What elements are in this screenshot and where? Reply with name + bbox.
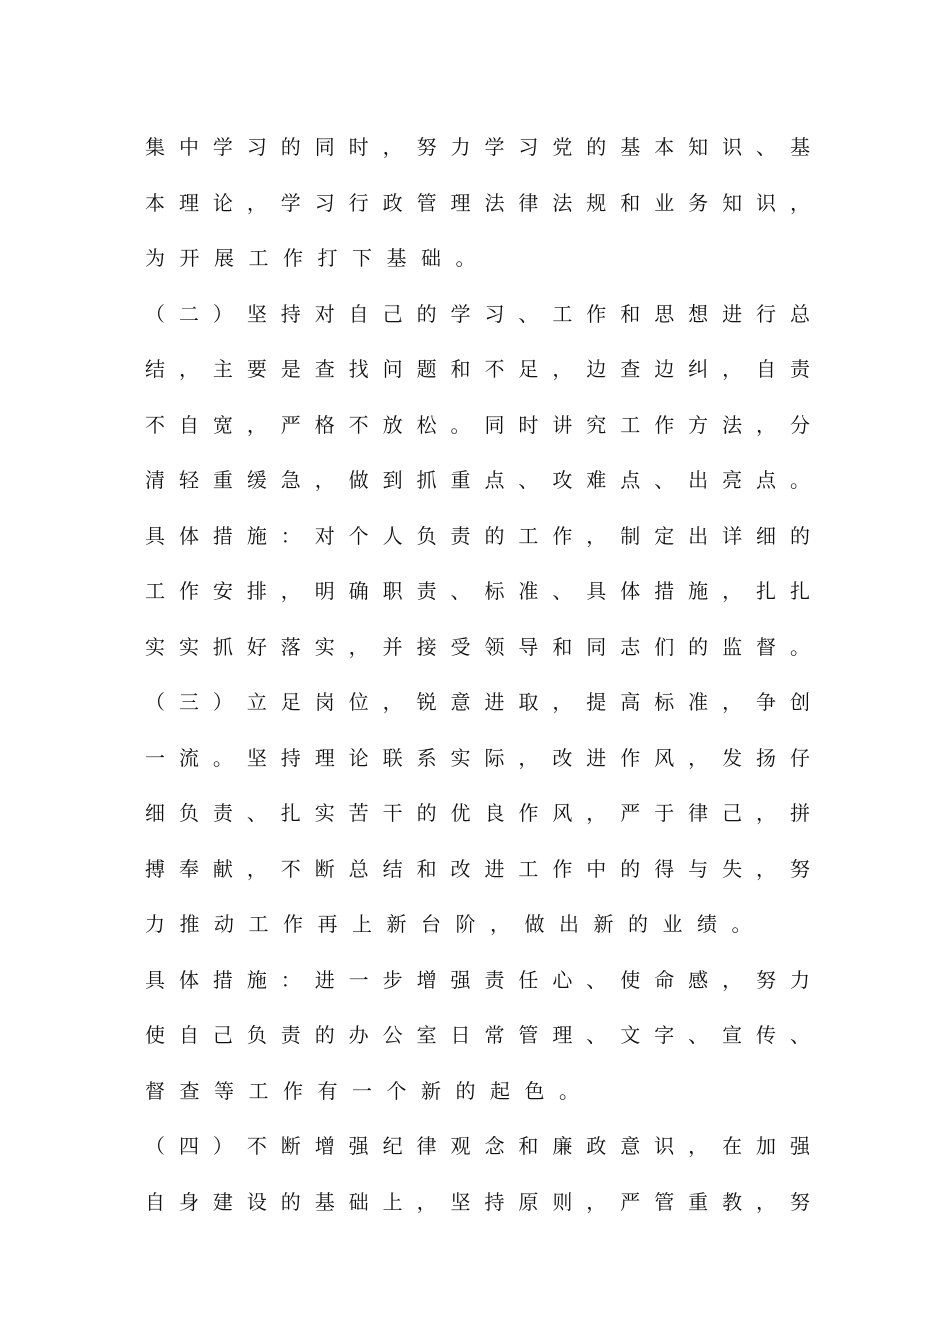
text-line: （ 二 ） 坚 持 对 自 己 的 学 习 、 工 作 和 思 想 进 行 总 [145, 301, 810, 326]
text-line: 集 中 学 习 的 同 时 ， 努 力 学 习 党 的 基 本 知 识 、 基 [145, 135, 810, 159]
text-line: 实 实 抓 好 落 实 ， 并 接 受 领 导 和 同 志 们 的 监 督 。 [145, 634, 810, 659]
text-line: 具 体 措 施 ： 对 个 人 负 责 的 工 作 ， 制 定 出 详 细 的 [145, 523, 810, 548]
text-line: 为开展工作打下基础。 [145, 246, 490, 270]
text-line: 结 ， 主 要 是 查 找 问 题 和 不 足 ， 边 查 边 纠 ， 自 责 [145, 357, 810, 381]
text-line: 督查等工作有一个新的起色。 [145, 1078, 594, 1103]
body-text [145, 120, 810, 1230]
text-line: 清 轻 重 缓 急 ， 做 到 抓 重 点 、 攻 难 点 、 出 亮 点 。 [145, 468, 810, 492]
text-line: 使 自 己 负 责 的 办 公 室 日 常 管 理 、 文 字 、 宣 传 、 [145, 1023, 810, 1047]
text-line: （ 四 ） 不 断 增 强 纪 律 观 念 和 廉 政 意 识 ， 在 加 强 [145, 1134, 810, 1158]
text-line: 一 流 。 坚 持 理 论 联 系 实 际 ， 改 进 作 风 ， 发 扬 仔 [145, 745, 810, 770]
text-line: 工 作 安 排 ， 明 确 职 责 、 标 准 、 具 体 措 施 ， 扎 扎 [145, 579, 810, 603]
text-line: 不 自 宽 ， 严 格 不 放 松 。 同 时 讲 究 工 作 方 法 ， 分 [145, 412, 810, 437]
text-line: 具 体 措 施 ： 进 一 步 增 强 责 任 心 、 使 命 感 ， 努 力 [145, 967, 810, 992]
text-line: 细 负 责 、 扎 实 苦 干 的 优 良 作 风 ， 严 于 律 己 ， 拼 [145, 801, 810, 825]
text-line: 本 理 论 ， 学 习 行 政 管 理 法 律 法 规 和 业 务 知 识 ， [145, 190, 810, 215]
text-line: 力推动工作再上新台阶，做出新的业绩。 [145, 912, 766, 936]
text-line: 搏 奉 献 ， 不 断 总 结 和 改 进 工 作 中 的 得 与 失 ， 努 [145, 856, 810, 881]
text-line: 自 身 建 设 的 基 础 上 ， 坚 持 原 则 ， 严 管 重 教 ， 努 [145, 1189, 810, 1214]
text-line: （ 三 ） 立 足 岗 位 ， 锐 意 进 取 ， 提 高 标 准 ， 争 创 [145, 690, 810, 714]
